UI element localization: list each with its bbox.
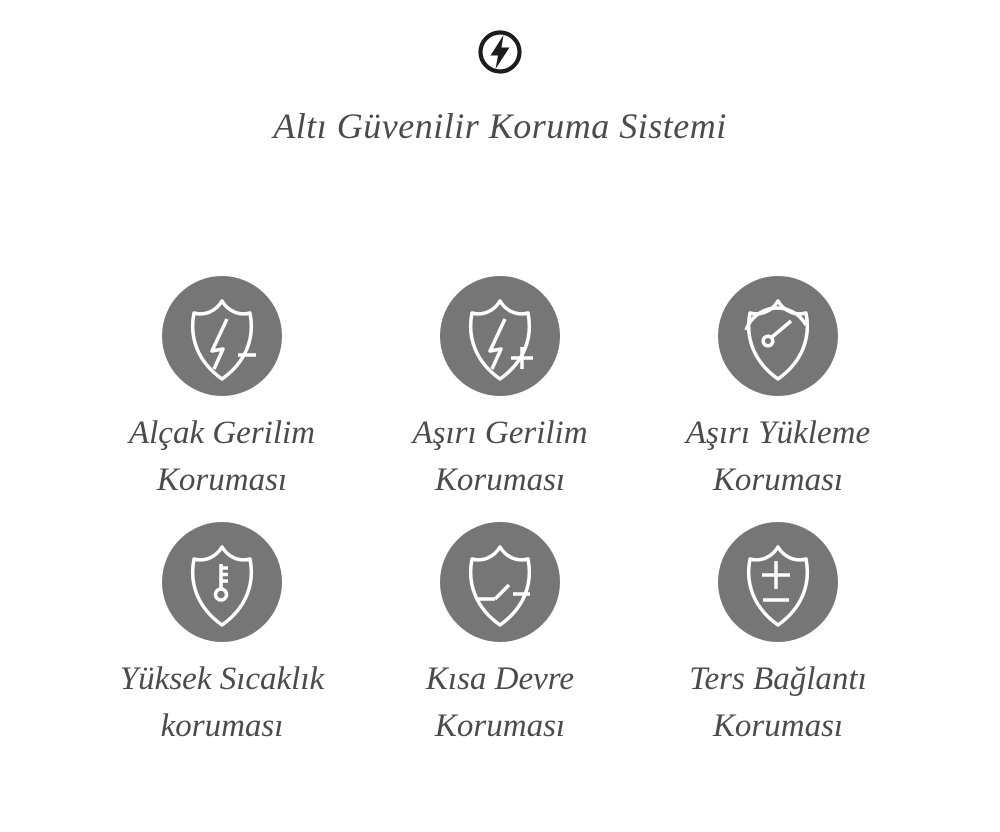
protection-label-line: Alçak Gerilim [128, 415, 316, 451]
protection-label-line: Aşırı Gerilim [412, 415, 588, 451]
shield-reverse-polarity-icon [718, 522, 838, 642]
protection-label-line: Koruması [434, 462, 566, 498]
protection-label-line: Koruması [156, 462, 288, 498]
lightning-circle-icon [476, 28, 524, 76]
protection-label [686, 410, 870, 504]
page-title: Altı Güvenilir Koruma Sistemi [273, 106, 727, 146]
protection-label-line: Kısa Devre [425, 661, 575, 697]
protection-label-line: Aşırı Yükleme [685, 415, 871, 451]
protection-label-line: Yüksek Sıcaklık [119, 661, 325, 697]
shield-voltage-plus-icon [440, 276, 560, 396]
shield-short-circuit-icon [440, 522, 560, 642]
protection-item [361, 276, 639, 504]
protection-label [412, 410, 587, 504]
protection-label [689, 656, 867, 750]
protection-item [83, 522, 361, 750]
protection-item [639, 522, 917, 750]
protection-label-line: koruması [160, 708, 284, 744]
shield-temperature-icon [162, 522, 282, 642]
protection-label-line: Koruması [712, 462, 844, 498]
shield-gauge-icon [718, 276, 838, 396]
protection-item [83, 276, 361, 504]
protection-label-line: Koruması [434, 708, 566, 744]
protection-item [361, 522, 639, 750]
protection-grid [0, 276, 1000, 750]
shield-voltage-minus-icon [162, 276, 282, 396]
protection-label [129, 410, 315, 504]
protection-label [426, 656, 574, 750]
protection-item [639, 276, 917, 504]
protection-label-line: Koruması [712, 708, 844, 744]
protection-label [120, 656, 324, 750]
protection-label-line: Ters Bağlantı [689, 661, 867, 697]
